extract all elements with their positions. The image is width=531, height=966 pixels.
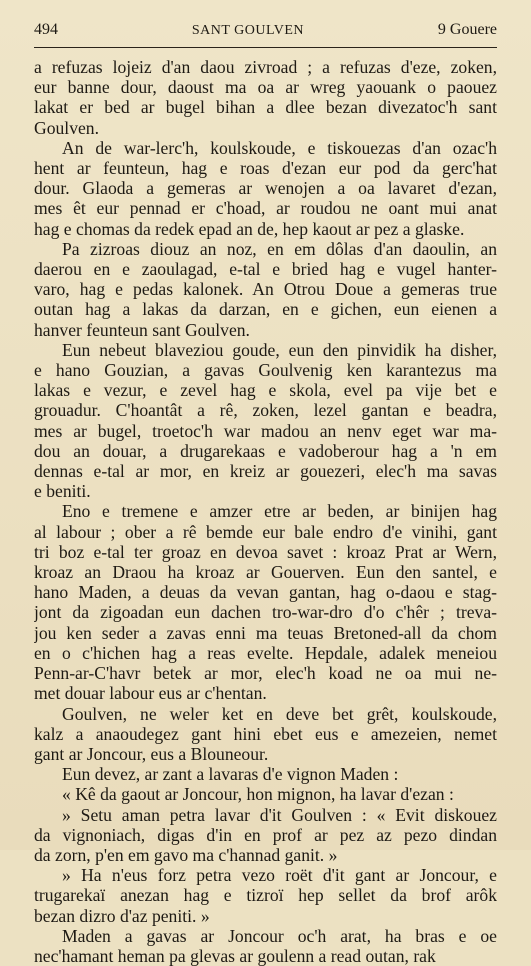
paragraph [34,926,497,966]
text-line: en o c'hichen hag a reas evelte. Hepdale, adalek meneiou [34,642,497,663]
text-line: Eun nebeut blaveziou goude, eun den pinvidik ha disher, [62,339,497,360]
text-line: An de war-lerc'h, koulskoude, e tiskouezas d'an ozac'h [62,137,497,158]
text-line: eur banne dour, daoust ma oa ar wreg yaouank o paouez [34,77,497,98]
text-line: e beniti. [34,481,91,502]
text-line: daerou en e zaoulagad, e-tal e bried hag e vugel hanter- [34,259,497,280]
text-line: jou ken seder a zavas enni ma teuas Bretoned-all da chom [34,622,497,643]
text-line: dennas e-tal ar mor, en kreiz ar gouezeri, elec'h ma savas [34,461,497,482]
paragraph [34,138,497,239]
paragraph [34,784,497,804]
text-line: « Kê da gaout ar Joncour, hon mignon, ha lavar d'ezan : [62,784,454,805]
text-line: nec'hamant heman pa glevas ar goulenn a read outan, rak [34,945,436,966]
paragraph [34,340,497,502]
text-line: hent ar feunteun, hag e roas d'ezan eur pod da gerc'hat [34,158,497,179]
text-line: » Setu aman petra lavar d'it Goulven : « Evit diskouez [62,804,497,825]
text-line: lakas e vezur, e zevel hag e skola, evel pa vije bet e [34,380,497,401]
running-header [34,20,497,48]
text-line: lakat er bed ar bugel bihan a dlee bezan divezatoc'h sant [34,97,497,118]
body-text [34,57,497,966]
text-line: grouadur. C'hoantât a rê, zoken, lezel gantan e beadra, [34,400,497,421]
paragraph [34,239,497,340]
text-line: trugarekaï anezan hag e tizroï hep sellet da brof arôk [34,885,497,906]
text-line: Pa zizroas diouz an noz, en em dôlas d'an daoulin, an [62,238,497,259]
text-line: mes ar bugel, troetoc'h war madou an nenv eget war ma- [34,420,497,441]
text-line: kroaz an Draou ha kroaz ar Gouerven. Eun den santel, e [34,562,497,583]
paragraph [34,704,497,765]
text-line: Penn-ar-C'havr betek ar mor, elec'h koad ne oa mui ne- [34,663,497,684]
text-line: Eun devez, ar zant a lavaras d'e vignon Maden : [62,764,399,785]
text-line: hag e chomas da redek epad an de, hep kaout ar pez a glaske. [34,218,465,239]
text-line: » Ha n'eus forz petra vezo roët d'it gant ar Joncour, e [62,865,497,886]
text-line: da vignoniach, digas d'in en prof ar pez az pezo dindan [34,824,497,845]
header-date: 9 Gouere [437,21,497,38]
running-title: SANT GOULVEN [191,23,305,38]
paragraph [34,501,497,703]
text-line: bezan dizro d'az peniti. » [34,905,210,926]
text-line: Goulven, ne weler ket en deve bet grêt, koulskoude, [62,703,497,724]
text-line: e hano Gouzian, a gavas Goulvenig ken karantezus ma [34,360,497,381]
text-line: met douar labour eus ar c'hentan. [34,683,267,704]
text-line: outan hag a lakas da darzan, en e gichen, eun eienen a [34,299,497,320]
text-line: gant ar Joncour, eus a Blouneour. [34,743,269,764]
text-line: jont da zigoadan eun dachen tro-war-dro d'o c'hêr ; treva- [34,602,497,623]
text-line: Maden a gavas ar Joncour oc'h arat, ha bras e oe [62,925,497,946]
text-line: dour. Glaoda a gemeras ar wenojen a oa lavaret d'ezan, [34,178,497,199]
text-line: kalz a anaoudegez gant hini ebet eus e amezeien, nemet [34,723,497,744]
text-line: mes êt eur pennad er c'hoad, ar roudou ne oant mui anat [34,198,497,219]
paragraph [34,57,497,138]
text-line: al labour ; ober a rê bemde eur bale endro d'e vinihi, gant [34,521,497,542]
text-line: a refuzas lojeiz d'an daou zivroad ; a refuzas d'eze, zoken, [34,57,497,77]
paragraph [34,764,497,784]
text-line: hano Maden, a deuas da vevan gantan, hag o-daou e stag- [34,582,497,603]
text-line: hanver feunteun sant Goulven. [34,319,250,340]
text-line: Eno e tremene e amzer etre ar beden, ar binijen hag [62,501,497,522]
paragraph [34,805,497,866]
page-number: 494 [34,21,58,38]
text-line: Goulven. [34,117,99,138]
paragraph [34,865,497,926]
text-line: tri boz e-tal ter groaz en devoa savet : kroaz Prat ar Wern, [34,541,497,562]
text-line: dou an douar, a drugarekaas e vadoberour hag a 'n em [34,440,497,461]
text-line: varo, hag e pedas kalonek. An Otrou Doue a gemeras true [34,279,497,300]
text-line: da zorn, p'en em gavo ma c'hannad ganit. » [34,844,338,865]
